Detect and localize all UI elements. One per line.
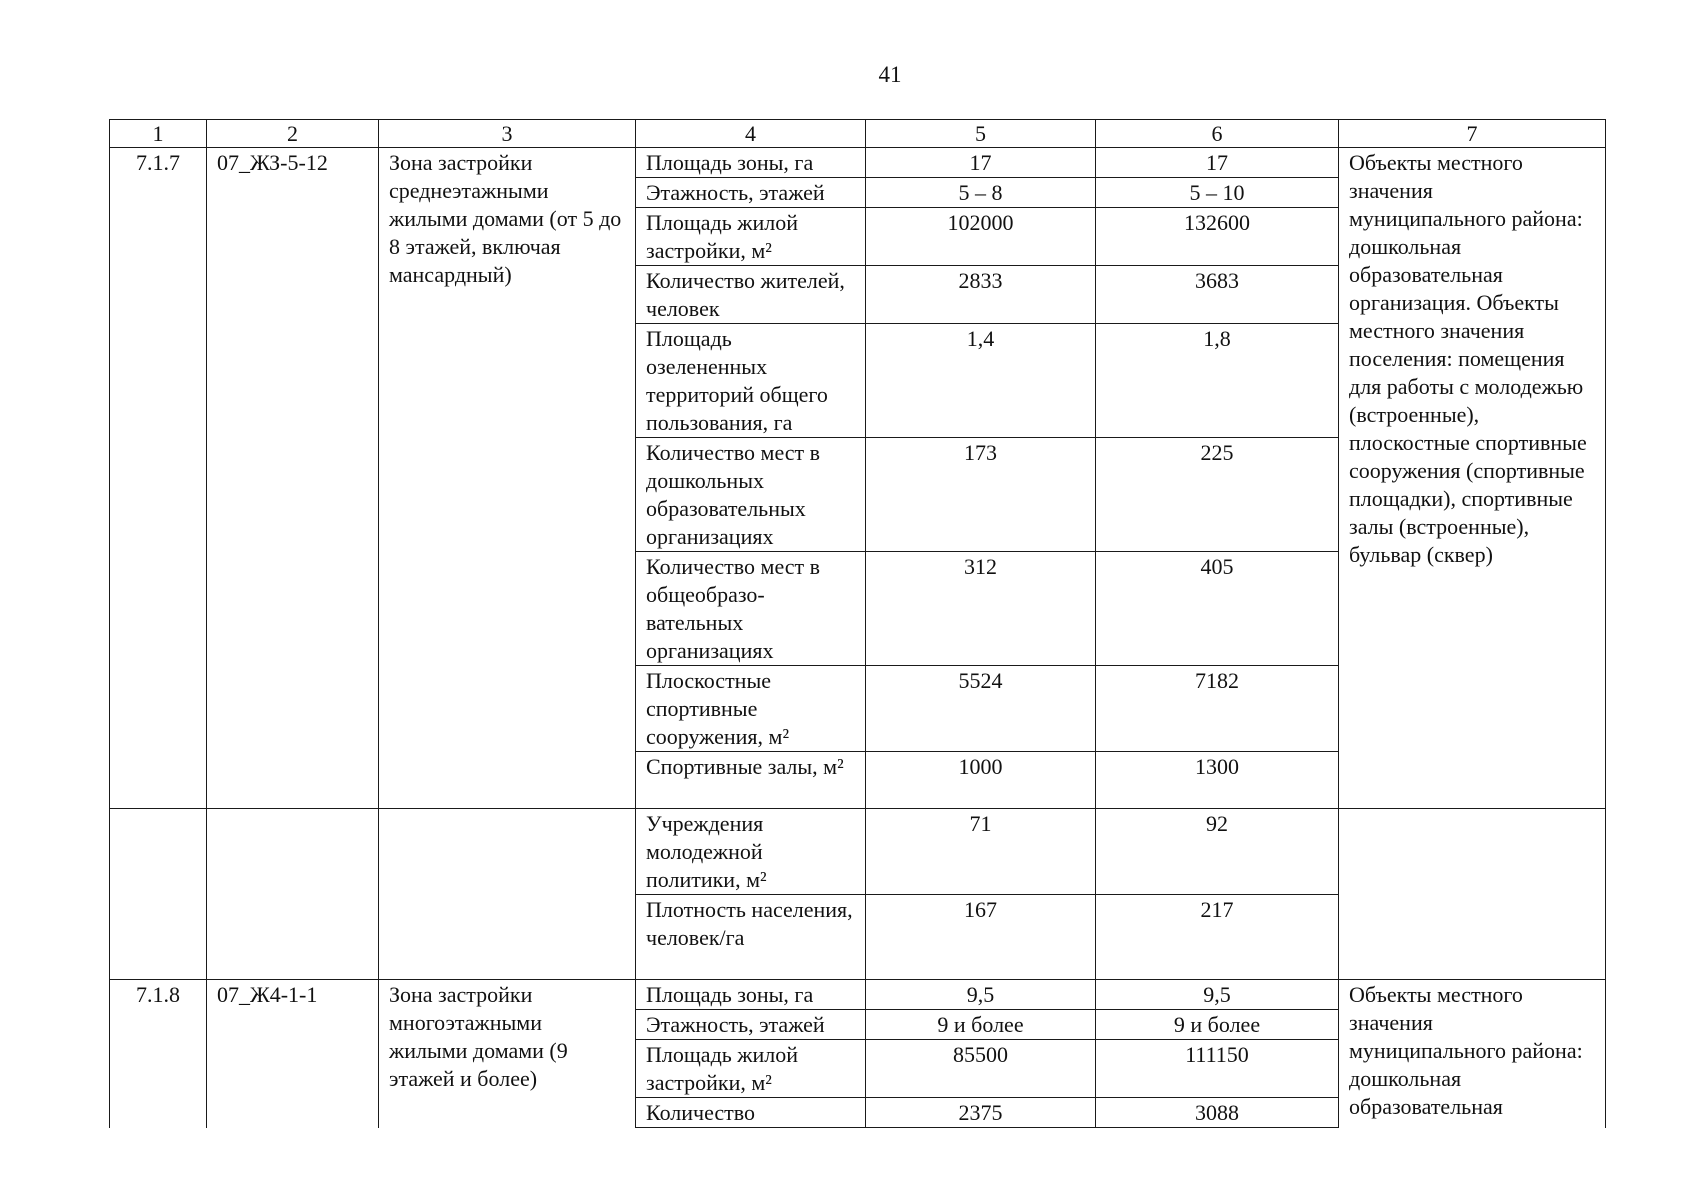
- value-col5: 1,4: [866, 324, 1096, 438]
- table-row: [110, 980, 1606, 1010]
- param-label: Площадь зоны, га: [636, 148, 866, 178]
- value-col6: 9,5: [1096, 980, 1339, 1010]
- header-row: [110, 120, 1606, 148]
- value-col5: 2833: [866, 266, 1096, 324]
- zone-objects: Объекты местного значения муниципального района: дошкольная образовательная организация. Объекты местного значения поселения: помещения для работы с молодежью (встроенные), плоскостные спортивные сооружения (спортивные площадки), спортивные залы (встроенные), бульвар (сквер): [1339, 148, 1606, 809]
- param-label: Площадь зоны, га: [636, 980, 866, 1010]
- zones-table: [109, 119, 1606, 1128]
- value-col5: 167: [866, 895, 1096, 980]
- zone-objects: Объекты местного значения муниципального района: дошкольная образовательная: [1339, 980, 1606, 1128]
- param-label: Площадь озелененных территорий общего пользования, га: [636, 324, 866, 438]
- zone-name: Зона застройки многоэтажными жилыми домами (9 этажей и более): [379, 980, 636, 1128]
- param-label: Плотность населения, человек/га: [636, 895, 866, 980]
- zone-code: 07_ЖЗ-5-12: [207, 148, 379, 809]
- zone-name: Зона застройки среднеэтажными жилыми домами (от 5 до 8 этажей, включая мансардный): [379, 148, 636, 809]
- param-label: Количество жителей, человек: [636, 266, 866, 324]
- param-label: Количество мест в дошкольных образовательных организациях: [636, 438, 866, 552]
- col-header-3: 3: [379, 120, 636, 148]
- value-col5: 1000: [866, 752, 1096, 809]
- empty-cell: [1339, 809, 1606, 980]
- param-label: Количество мест в общеобразо-вательных организациях: [636, 552, 866, 666]
- value-col6: 3088: [1096, 1098, 1339, 1128]
- empty-cell: [379, 809, 636, 980]
- value-col6: 111150: [1096, 1040, 1339, 1098]
- col-header-4: 4: [636, 120, 866, 148]
- value-col6: 3683: [1096, 266, 1339, 324]
- value-col6: 217: [1096, 895, 1339, 980]
- value-col5: 85500: [866, 1040, 1096, 1098]
- param-label: Учреждения молодежной политики, м²: [636, 809, 866, 895]
- value-col5: 173: [866, 438, 1096, 552]
- value-col5: 312: [866, 552, 1096, 666]
- value-col5: 9 и более: [866, 1010, 1096, 1040]
- value-col5: 102000: [866, 208, 1096, 266]
- zone-id: 7.1.8: [110, 980, 207, 1128]
- value-col5: 5 – 8: [866, 178, 1096, 208]
- param-label: Спортивные залы, м²: [636, 752, 866, 809]
- table-row: [110, 148, 1606, 178]
- param-label: Количество: [636, 1098, 866, 1128]
- value-col5: 71: [866, 809, 1096, 895]
- param-label: Этажность, этажей: [636, 1010, 866, 1040]
- empty-cell: [110, 809, 207, 980]
- col-header-2: 2: [207, 120, 379, 148]
- value-col6: 1,8: [1096, 324, 1339, 438]
- col-header-7: 7: [1339, 120, 1606, 148]
- col-header-5: 5: [866, 120, 1096, 148]
- zone-code: 07_Ж4-1-1: [207, 980, 379, 1128]
- value-col6: 92: [1096, 809, 1339, 895]
- param-label: Площадь жилой застройки, м²: [636, 208, 866, 266]
- value-col5: 9,5: [866, 980, 1096, 1010]
- zone-id: 7.1.7: [110, 148, 207, 809]
- value-col6: 1300: [1096, 752, 1339, 809]
- table-row: [110, 809, 1606, 895]
- value-col6: 9 и более: [1096, 1010, 1339, 1040]
- value-col6: 7182: [1096, 666, 1339, 752]
- value-col6: 225: [1096, 438, 1339, 552]
- value-col5: 17: [866, 148, 1096, 178]
- param-label: Площадь жилой застройки, м²: [636, 1040, 866, 1098]
- value-col6: 405: [1096, 552, 1339, 666]
- value-col6: 132600: [1096, 208, 1339, 266]
- col-header-1: 1: [110, 120, 207, 148]
- param-label: Плоскостные спортивные сооружения, м²: [636, 666, 866, 752]
- page-number: 41: [878, 62, 902, 87]
- value-col5: 2375: [866, 1098, 1096, 1128]
- value-col5: 5524: [866, 666, 1096, 752]
- param-label: Этажность, этажей: [636, 178, 866, 208]
- value-col6: 17: [1096, 148, 1339, 178]
- empty-cell: [207, 809, 379, 980]
- col-header-6: 6: [1096, 120, 1339, 148]
- value-col6: 5 – 10: [1096, 178, 1339, 208]
